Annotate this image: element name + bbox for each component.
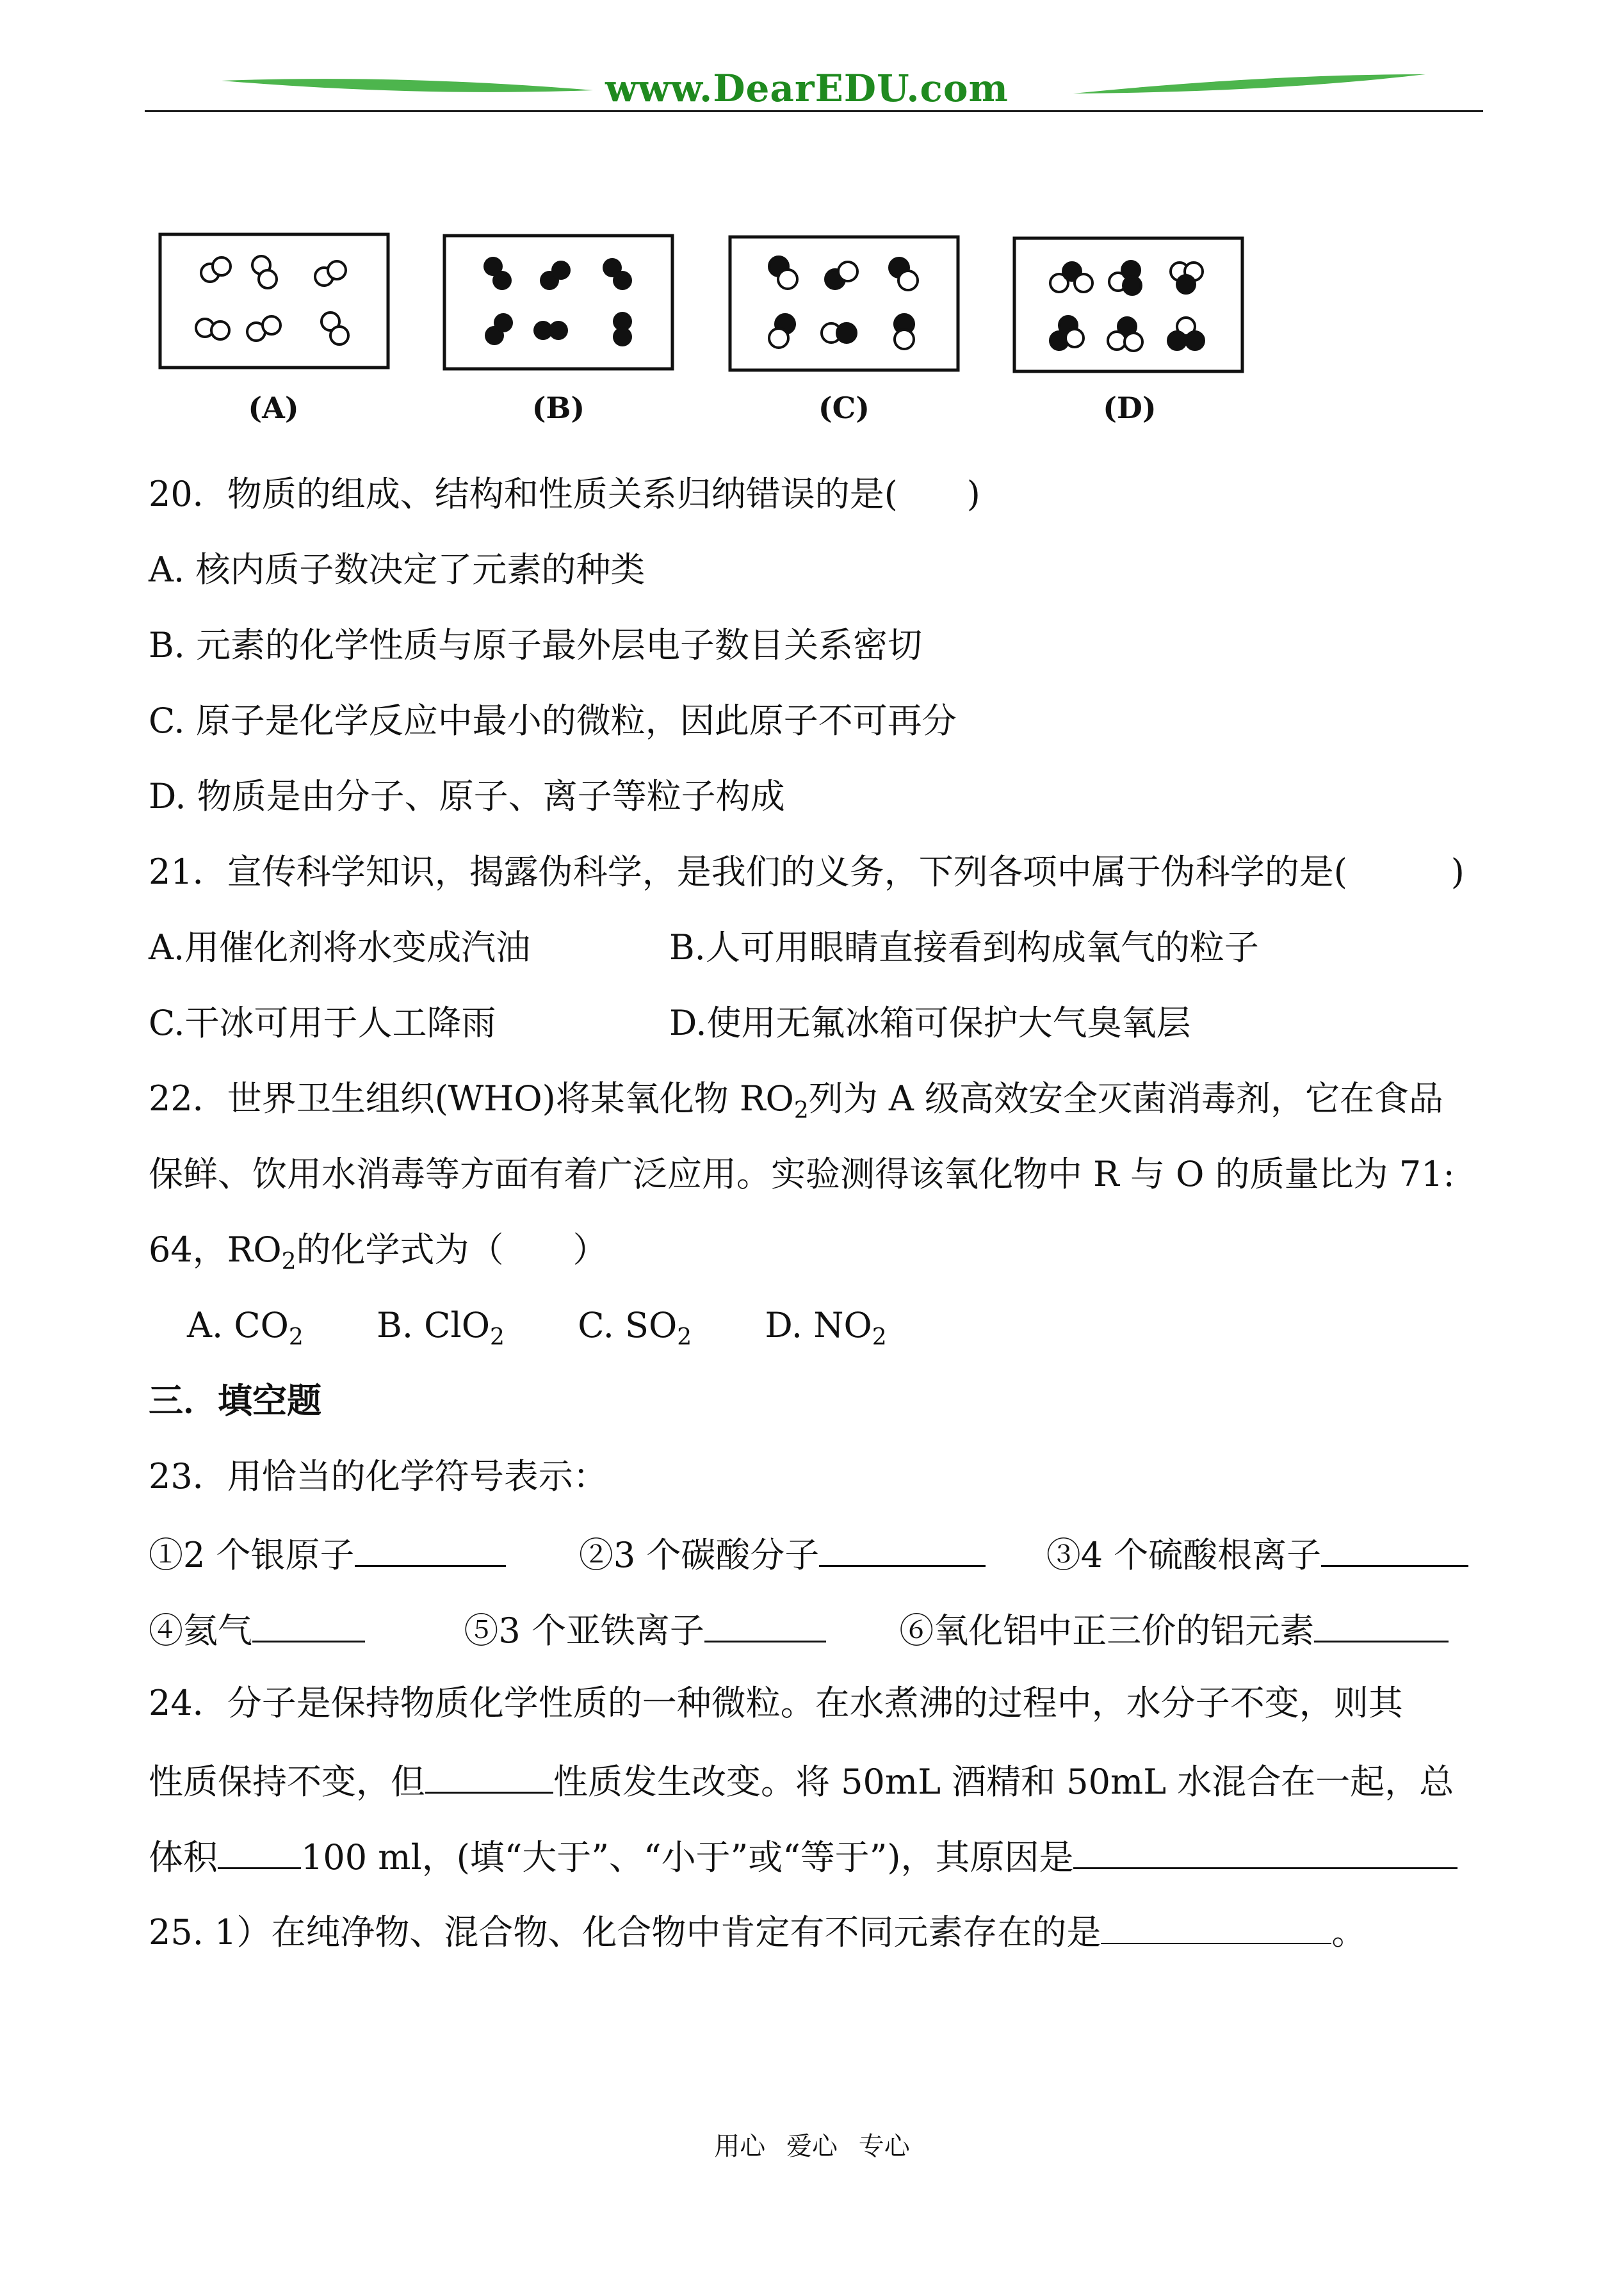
q20-option-b: B. 元素的化学性质与原子最外层电子数目关系密切 xyxy=(149,625,923,665)
diagram-box-c xyxy=(730,237,958,370)
q22-line2: 保鲜、饮用水消毒等方面有着广泛应用。实验测得该氧化物中 R 与 O 的质量比为 71: xyxy=(149,1154,1455,1194)
q23-stem: 23．用恰当的化学符号表示： xyxy=(149,1456,608,1496)
q21-stem: 21．宣传科学知识，揭露伪科学，是我们的义务，下列各项中属于伪科学的是( ) xyxy=(149,852,1465,892)
section-heading: 三．填空题 xyxy=(149,1381,321,1421)
q23-blank1[interactable] xyxy=(355,1533,506,1567)
diagram-label-c: (C) xyxy=(818,391,870,425)
diagram-box-a xyxy=(160,234,388,368)
q23-item5: ⑤3 个亚铁离子 xyxy=(464,1610,704,1651)
q20-option-c: C. 原子是化学反应中最小的微粒，因此原子不可再分 xyxy=(149,701,957,741)
q23-blank5[interactable] xyxy=(704,1609,826,1642)
q20-option-a: A. 核内质子数决定了元素的种类 xyxy=(149,549,646,590)
diagram-b-molecules xyxy=(483,257,632,346)
q24-line2: 性质保持不变，但 性质发生改变。将 50mL 酒精和 50mL 水混合在一起，总 xyxy=(149,1760,1454,1801)
q23-item6: ⑥氧化铝中正三价的铝元素 xyxy=(899,1610,1315,1651)
q25-blank1[interactable] xyxy=(1101,1911,1331,1944)
q23-blank4[interactable] xyxy=(252,1609,365,1642)
q21-option-d: D.使用无氟冰箱可保护大气臭氧层 xyxy=(669,1003,1191,1043)
q21-option-a: A.用催化剂将水变成汽油 xyxy=(149,927,531,968)
footer-word-3: 专心 xyxy=(858,2132,910,2161)
q25-line1: 25. 1）在纯净物、混合物、化合物中肯定有不同元素存在的是 。 xyxy=(149,1912,1367,1952)
diagram-box-d xyxy=(1014,238,1242,371)
q22-option-d: D. $NO_2$ xyxy=(765,1305,887,1350)
q23-item2: ②3 个碳酸分子 xyxy=(578,1535,820,1575)
page-footer xyxy=(0,2126,1624,2162)
q22-line1: 22．世界卫生组织(WHO)将某氧化物 $RO_2$列为 A 级高效安全灭菌消毒剂，它在食品 xyxy=(149,1078,1444,1124)
q23-blank6[interactable] xyxy=(1314,1609,1449,1642)
q22-options xyxy=(187,1306,887,1357)
diagram-d-molecules xyxy=(1050,261,1204,351)
diagram-label-d: (D) xyxy=(1103,391,1157,425)
diagram-box-b xyxy=(444,236,672,369)
diagram-c-molecules xyxy=(769,257,918,349)
q24-line3: 体积 100 ml，(填“大于”、“小于”或“等于”)，其原因是 xyxy=(149,1835,1458,1877)
q23-row1 xyxy=(149,1533,1468,1575)
diagram-label-a: (A) xyxy=(248,391,299,425)
q23-item3: ③4 个硫酸根离子 xyxy=(1046,1535,1322,1575)
q21-option-c: C.干冰可用于人工降雨 xyxy=(149,1003,496,1043)
q23-item1: ①2 个银原子 xyxy=(149,1535,355,1575)
footer-word-2: 爱心 xyxy=(786,2132,838,2161)
header-rule xyxy=(145,110,1483,112)
q24-blank1[interactable] xyxy=(425,1760,553,1794)
diagram-label-b: (B) xyxy=(532,391,585,425)
diagram-a-molecules xyxy=(196,256,348,345)
q23-item4: ④氦气 xyxy=(149,1610,252,1651)
q20-option-d: D. 物质是由分子、原子、离子等粒子构成 xyxy=(149,776,785,816)
footer-word-1: 用心 xyxy=(714,2132,766,2161)
q23-blank3[interactable] xyxy=(1321,1533,1468,1567)
q23-blank2[interactable] xyxy=(819,1533,986,1567)
q22-option-b: B. ClO$_2$ xyxy=(377,1305,505,1350)
q20-stem: 20．物质的组成、结构和性质关系归纳错误的是( ) xyxy=(149,474,980,514)
q24-line1: 24．分子是保持物质化学性质的一种微粒。在水煮沸的过程中，水分子不变，则其 xyxy=(149,1683,1403,1723)
q24-blank3[interactable] xyxy=(1073,1835,1458,1869)
q21-option-b: B.人可用眼睛直接看到构成氧气的粒子 xyxy=(669,927,1259,968)
q22-option-a: A. $CO_2$ xyxy=(187,1305,304,1350)
q24-blank2[interactable] xyxy=(218,1835,301,1869)
q23-row2 xyxy=(149,1609,1449,1650)
q22-option-c: C. $SO_2$ xyxy=(578,1305,692,1350)
q22-line3: 64，$RO_2$的化学式为（ ） xyxy=(149,1229,608,1275)
site-logo-text: www.DearEDU.com xyxy=(605,67,1009,110)
